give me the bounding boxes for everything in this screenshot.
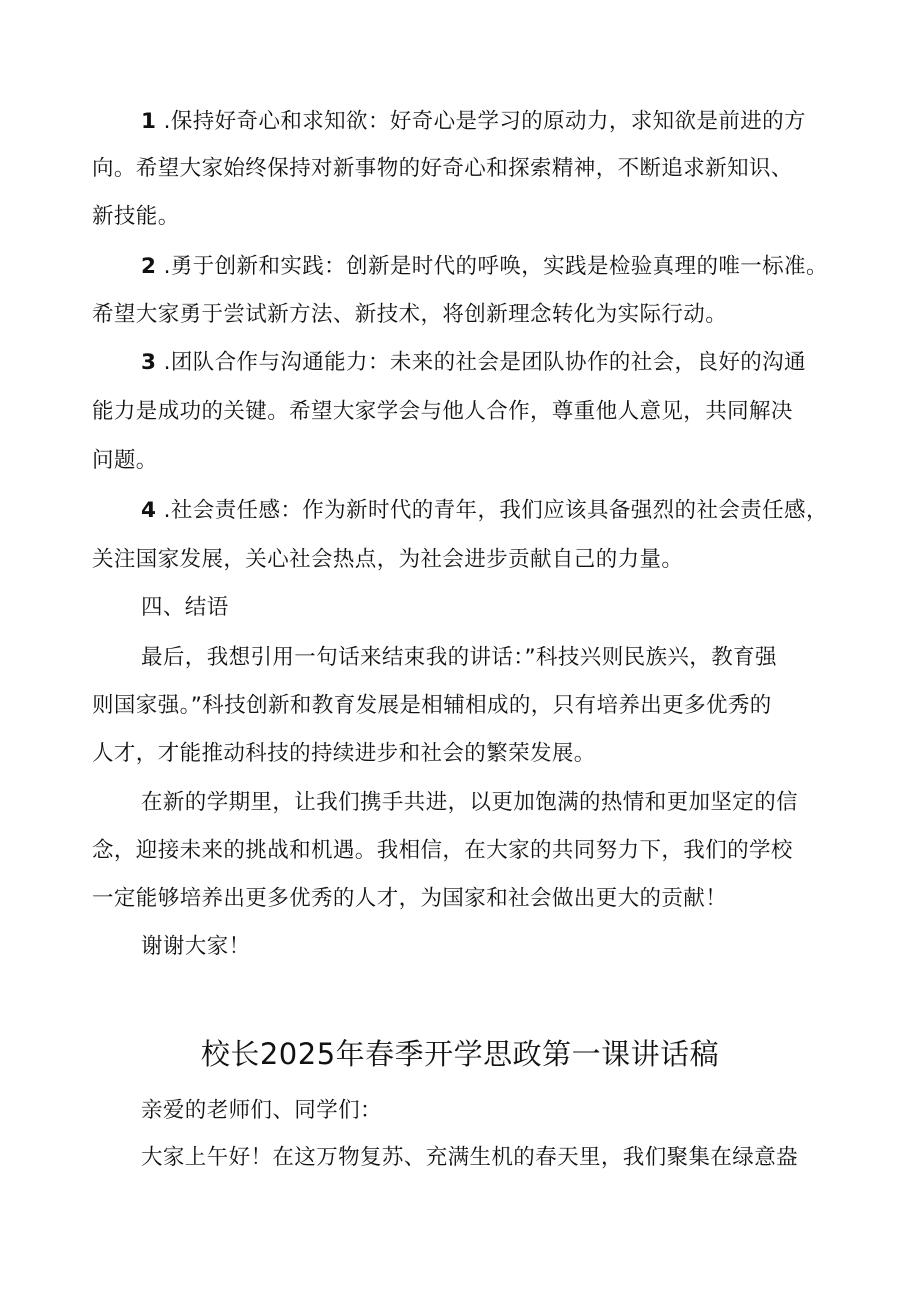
item-4-line-2: 关注国家发展，关心社会热点，为社会进步贡献自己的力量。	[92, 547, 684, 572]
item-3-text: .团队合作与沟通能力：未来的社会是团队协作的社会，良好的沟通	[156, 350, 806, 375]
closing-paragraph-line-1: 最后，我想引用一句话来结束我的讲话：”科技兴则民族兴，教育强	[141, 645, 777, 670]
item-2-text: .勇于创新和实践：创新是时代的呼唤，实践是检验真理的唯一标准。	[156, 254, 828, 279]
item-3-line-2: 能力是成功的关键。希望大家学会与他人合作，尊重他人意见，共同解决	[92, 399, 793, 424]
thanks-line: 谢谢大家！	[141, 934, 251, 959]
item-2-number: 2	[141, 254, 157, 279]
item-1-line-1	[141, 107, 806, 137]
item-1-text: .保持好奇心和求知欲：好奇心是学习的原动力，求知欲是前进的方	[156, 109, 806, 134]
item-2-line-2: 希望大家勇于尝试新方法、新技术，将创新理念转化为实际行动。	[92, 302, 728, 327]
item-4-number: 4	[141, 498, 157, 523]
item-1-line-3: 新技能。	[92, 204, 180, 229]
item-4-text: .社会责任感：作为新时代的青年，我们应该具备强烈的社会责任感，	[156, 498, 828, 523]
item-2-line-1	[141, 252, 828, 282]
semester-paragraph-line-2: 念，迎接未来的挑战和机遇。我相信，在大家的共同努力下，我们的学校	[92, 838, 793, 863]
item-3-line-1	[141, 348, 806, 378]
item-3-number: 3	[141, 350, 157, 375]
greeting-line: 亲爱的老师们、同学们：	[141, 1098, 382, 1123]
semester-paragraph-line-1: 在新的学期里，让我们携手共进，以更加饱满的热情和更加坚定的信	[141, 790, 799, 815]
item-1-number: 1	[141, 109, 157, 134]
opening-line: 大家上午好！在这万物复苏、充满生机的春天里，我们聚集在绿意盎	[141, 1145, 799, 1170]
closing-paragraph-line-2: 则国家强。”科技创新和教育发展是相辅相成的，只有培养出更多优秀的	[92, 693, 772, 718]
closing-paragraph-line-3: 人才，才能推动科技的持续进步和社会的繁荣发展。	[92, 741, 596, 766]
semester-paragraph-line-3: 一定能够培养出更多优秀的人才，为国家和社会做出更大的贡献！	[92, 886, 728, 911]
section-heading: 四、结语	[141, 595, 229, 620]
item-4-line-1	[141, 496, 828, 526]
item-1-line-2: 向。希望大家始终保持对新事物的好奇心和探索精神，不断追求新知识、	[92, 156, 793, 181]
speech-title: 校长2025年春季开学思政第一课讲话稿	[200, 1037, 720, 1071]
item-3-line-3: 问题。	[92, 448, 158, 473]
